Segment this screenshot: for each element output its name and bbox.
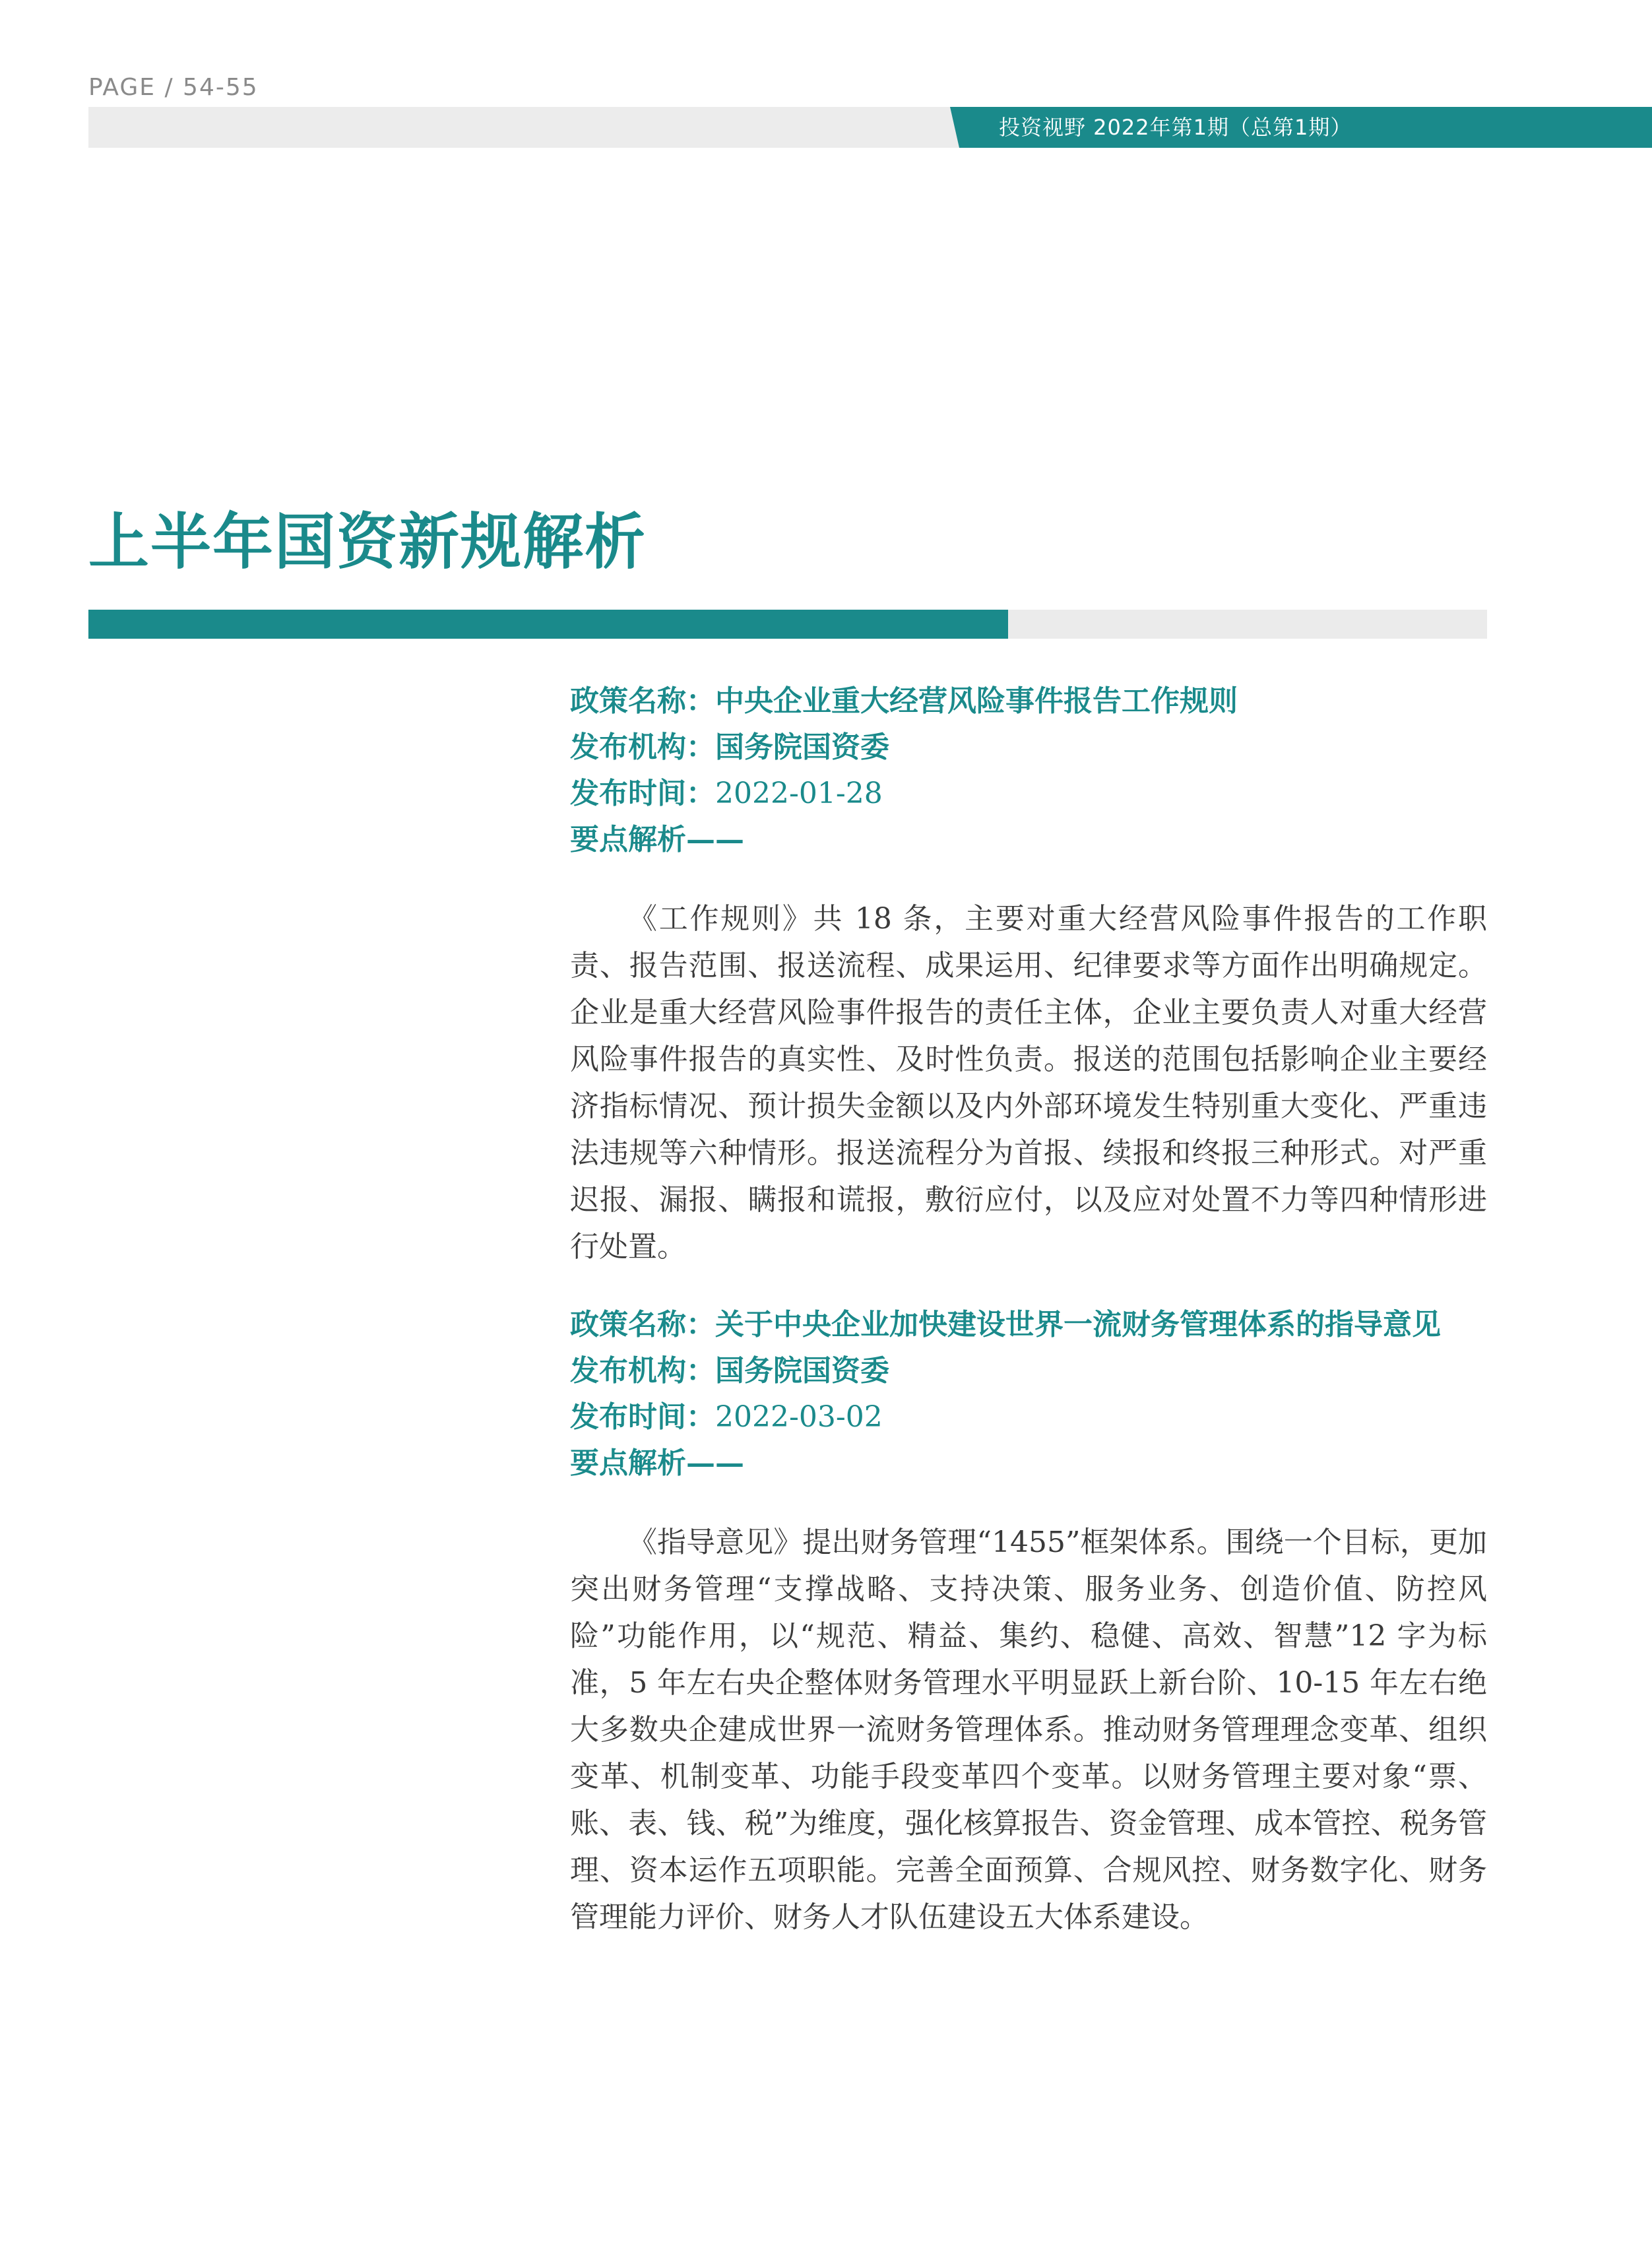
policy-date-label: 发布时间： <box>570 777 715 810</box>
policy-org: 国务院国资委 <box>715 1354 889 1388</box>
policy-name: 关于中央企业加快建设世界一流财务管理体系的指导意见 <box>715 1308 1441 1341</box>
policy-body: 《工作规则》共 18 条，主要对重大经营风险事件报告的工作职责、报告范围、报送流程、成果运用、纪律要求等方面作出明确规定。企业是重大经营风险事件报告的责任主体，企业主要负责人对重大经营风险事件报告的真实性、及时性负责。报送的范围包括影响企业主要经济指标情况、预计损失金额以及内外部环境发生特别重大变化、严重违法违规等六种情形。报送流程分为首报、续报和终报三种形式。对严重迟报、漏报、瞒报和谎报，敷衍应付，以及应对处置不力等四种情形进行处置。 <box>570 902 1487 1264</box>
policy-name-line <box>570 678 1487 724</box>
policy-block-1 <box>570 678 1487 1270</box>
policy-body: 《指导意见》提出财务管理“1455”框架体系。围绕一个目标，更加突出财务管理“支撑战略、支持决策、服务业务、创造价值、防控风险”功能作用，以“规范、精益、集约、稳健、高效、智慧”12 字为标准，5 年左右央企整体财务管理水平明显跃上新台阶、10-15 年左右绝大多数央企建成世界一流财务管理体系。推动财务管理理念变革、组织变革、机制变革、功能手段变革四个变革。以财务管理主要对象“票、账、表、钱、税”为维度，强化核算报告、资金管理、成本管控、税务管理、资本运作五项职能。完善全面预算、合规风控、财务数字化、财务管理能力评价、财务人才队伍建设五大体系建设。 <box>570 1526 1487 1934</box>
policy-org-line <box>570 1348 1487 1394</box>
policy-date-label: 发布时间： <box>570 1400 715 1434</box>
page-number: PAGE / 54-55 <box>88 74 259 101</box>
issue-label: 投资视野 2022年第1期（总第1期） <box>999 115 1352 140</box>
policy-name: 中央企业重大经营风险事件报告工作规则 <box>715 684 1238 718</box>
policy-block-2 <box>570 1302 1487 1941</box>
policy-name-label: 政策名称： <box>570 1308 715 1341</box>
policy-name-label: 政策名称： <box>570 684 715 718</box>
title-underline-accent <box>88 610 1008 639</box>
header-band-grey <box>88 107 959 148</box>
article-content <box>570 678 1487 1941</box>
policy-org-label: 发布机构： <box>570 730 715 764</box>
policy-date: 2022-03-02 <box>715 1400 883 1434</box>
policy-date: 2022-01-28 <box>715 777 883 810</box>
article-title: 上半年国资新规解析 <box>88 506 647 577</box>
policy-date-line <box>570 1394 1487 1440</box>
policy-analysis-label: 要点解析—— <box>570 823 744 856</box>
policy-org-line <box>570 724 1487 771</box>
policy-org-label: 发布机构： <box>570 1354 715 1388</box>
policy-name-line <box>570 1302 1487 1348</box>
policy-org: 国务院国资委 <box>715 730 889 764</box>
policy-analysis-label: 要点解析—— <box>570 1446 744 1480</box>
policy-date-line <box>570 771 1487 817</box>
